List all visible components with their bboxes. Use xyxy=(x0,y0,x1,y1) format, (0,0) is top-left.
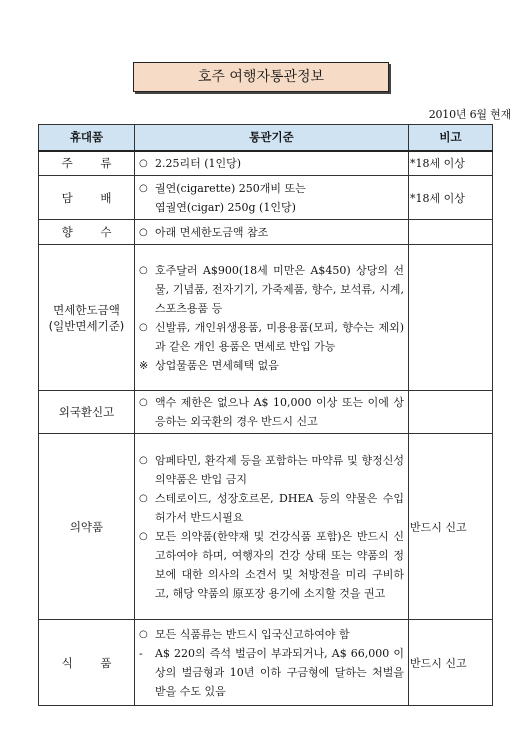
header-standard: 통관기준 xyxy=(135,125,409,151)
bullet-icon: ○ xyxy=(139,530,148,542)
item-food: 식 품 xyxy=(39,620,135,706)
item-medicine: 의약품 xyxy=(39,434,135,620)
table-row xyxy=(39,620,493,706)
item-duty-free-limit: 면세한도금액 (일반면세기준) xyxy=(39,245,135,391)
header-note: 비고 xyxy=(409,125,493,151)
bullet-icon: ○ xyxy=(139,182,148,194)
table-row xyxy=(39,434,493,620)
bullet-icon: ○ xyxy=(139,321,148,333)
note-currency-declaration xyxy=(409,391,493,434)
standard-liquor: ○ 2.25리터 (1인당) xyxy=(135,151,409,176)
header-item: 휴대품 xyxy=(39,125,135,151)
bullet-icon: ○ xyxy=(139,226,148,238)
customs-table xyxy=(38,124,493,706)
item-tobacco: 담 배 xyxy=(39,176,135,220)
dash-mark: - xyxy=(139,646,143,660)
table-row xyxy=(39,176,493,220)
bullet-icon: ○ xyxy=(139,454,148,466)
bullet-icon: ○ xyxy=(139,628,148,640)
date-label: 2010년 6월 현재 xyxy=(428,108,511,121)
table-row xyxy=(39,220,493,245)
bullet-icon: ○ xyxy=(139,157,148,169)
note-perfume xyxy=(409,220,493,245)
note-tobacco: *18세 이상 xyxy=(409,176,493,220)
note-medicine: 반드시 신고 xyxy=(409,434,493,620)
standard-medicine: ○ 암페타민, 환각제 등을 포함하는 마약류 및 향정신성 의약품은 반입 금지 ○ 스테로이드, 성장호르몬, DHEA 등의 약물은 수입허가서 반드시필요 ○ 모든 의약품(한약재 및 건강식품 포함)은 반드시 신고하여야 하며, 여행자의 건강 상태 또는 약품의 정보에 대한 의사의 소견서 및 처방전을 미리 구비하고, 해당 약품의 原포장 용기에 소지할 것을 권고 xyxy=(135,434,409,620)
reference-mark-icon: ※ xyxy=(139,358,149,372)
table-row xyxy=(39,245,493,391)
standard-perfume: ○ 아래 면세한도금액 참조 xyxy=(135,220,409,245)
standard-food: ○ 모든 식품류는 반드시 입국신고하여야 함 - A$ 220의 즉석 벌금이 부과되거나, A$ 66,000 이상의 벌금형과 10년 이하 구금형에 달하는 처벌을 받을 수도 있음 xyxy=(135,620,409,706)
standard-duty-free-limit: ○ 호주달러 A$900(18세 미만은 A$450) 상당의 선물, 기념품, 전자기기, 가죽제품, 향수, 보석류, 시계, 스포츠용품 등 ○ 신발류, 개인위생용품, 미용용품(모피, 향수는 제외)과 같은 개인 용품은 면세로 반입 가능 ※ 상업물품은 면세혜택 없음 xyxy=(135,245,409,391)
table-header-row xyxy=(39,125,493,151)
bullet-icon: ○ xyxy=(139,397,148,408)
item-perfume: 향 수 xyxy=(39,220,135,245)
page-title: 호주 여행자통관정보 xyxy=(133,62,389,92)
table-row xyxy=(39,151,493,176)
table-row xyxy=(39,391,493,434)
item-liquor: 주 류 xyxy=(39,151,135,176)
bullet-icon: ○ xyxy=(139,492,148,504)
item-currency-declaration: 외국환신고 xyxy=(39,391,135,434)
note-food: 반드시 신고 xyxy=(409,620,493,706)
note-liquor: *18세 이상 xyxy=(409,151,493,176)
bullet-icon: ○ xyxy=(139,264,148,276)
standard-currency-declaration: ○ 액수 제한은 없으나 A$ 10,000 이상 또는 이에 상응하는 외국환의 경우 반드시 신고 xyxy=(135,391,409,434)
note-duty-free-limit xyxy=(409,245,493,391)
standard-tobacco: ○ 궐연(cigarette) 250개비 또는 엽궐연(cigar) 250g (1인당) xyxy=(135,176,409,220)
